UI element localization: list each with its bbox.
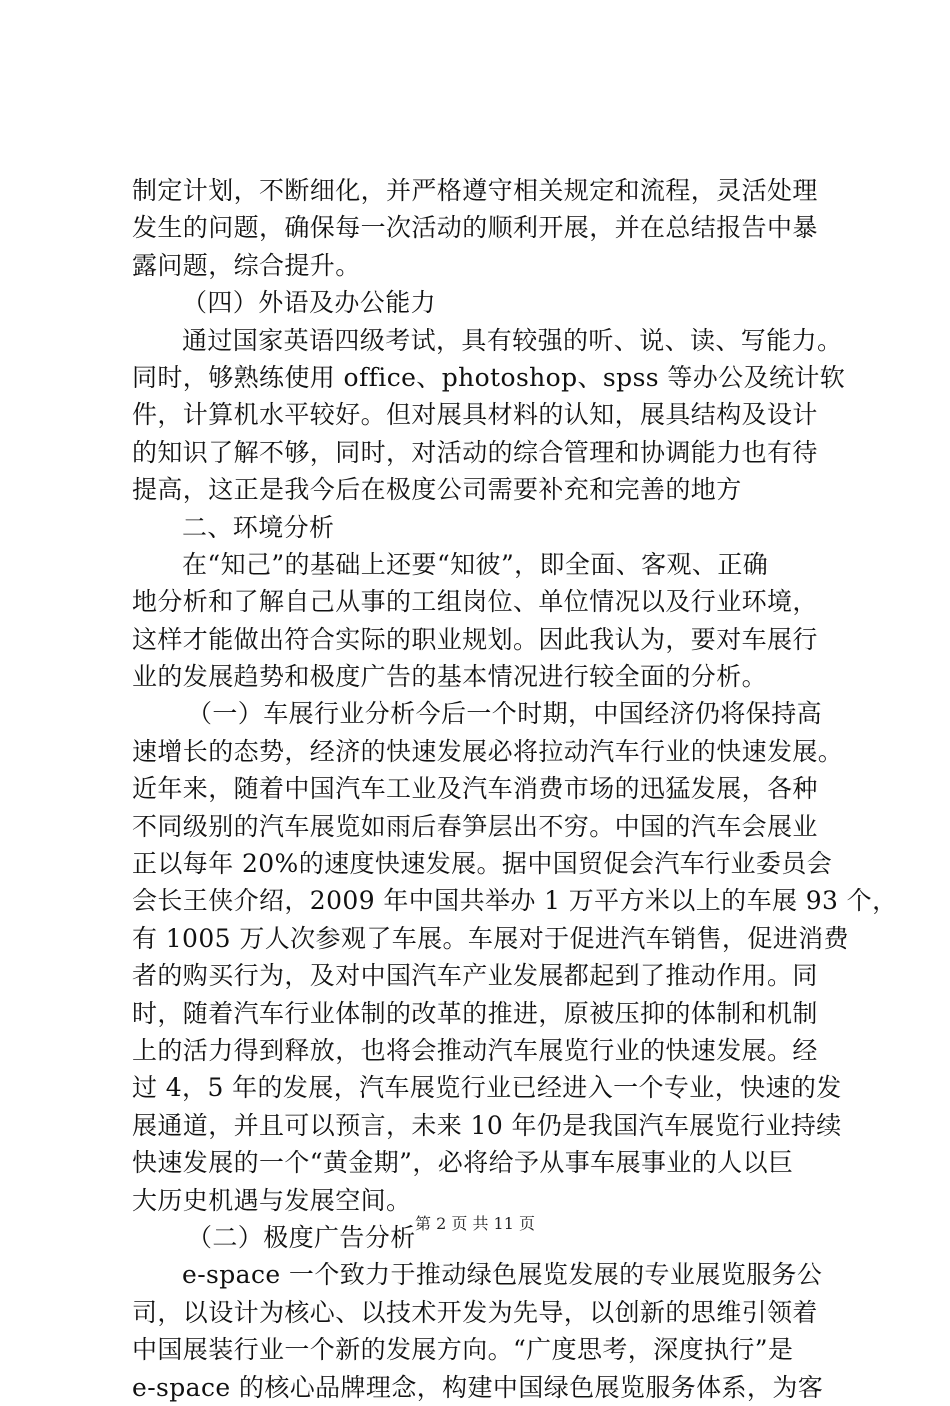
text-line: 发生的问题，确保每一次活动的顺利开展，并在总结报告中暴 bbox=[132, 213, 818, 243]
text-line: 速增长的态势，经济的快速发展必将拉动汽车行业的快速发展。 bbox=[132, 736, 844, 766]
text-line: e-space 一个致力于推动绿色展览发展的专业展览服务公 bbox=[182, 1260, 823, 1290]
text-line: 在“知己”的基础上还要“知彼”，即全面、客观、正确 bbox=[182, 549, 769, 579]
text-line: 快速发展的一个“黄金期”，必将给予从事车展事业的人以巨 bbox=[132, 1148, 794, 1178]
text-line: 业的发展趋势和极度广告的基本情况进行较全面的分析。 bbox=[132, 662, 768, 692]
text-line: 露问题，综合提升。 bbox=[132, 250, 361, 280]
text-line: 司，以设计为核心、以技术开发为先导，以创新的思维引领着 bbox=[132, 1297, 818, 1327]
text-line: 时，随着汽车行业体制的改革的推进，原被压抑的体制和机制 bbox=[132, 998, 818, 1028]
text-line: 正以每年 20%的速度快速发展。据中国贸促会汽车行业委员会 bbox=[132, 849, 833, 879]
page-number-footer: 第 2 页 共 11 页 bbox=[415, 1214, 535, 1233]
text-line: 有 1005 万人次参观了车展。车展对于促进汽车销售，促进消费 bbox=[132, 923, 849, 953]
text-line: 者的购买行为，及对中国汽车产业发展都起到了推动作用。同 bbox=[132, 961, 818, 991]
text-line: 制定计划，不断细化，并严格遵守相关规定和流程，灵活处理 bbox=[132, 176, 818, 205]
text-line: 通过国家英语四级考试，具有较强的听、说、读、写能力。 bbox=[182, 325, 843, 355]
text-line: 过 4，5 年的发展，汽车展览行业已经进入一个专业，快速的发 bbox=[132, 1073, 842, 1103]
text-line: 上的活力得到释放，也将会推动汽车展览行业的快速发展。经 bbox=[132, 1035, 818, 1065]
text-line: 的知识了解不够，同时，对活动的综合管理和协调能力也有待 bbox=[132, 437, 818, 467]
text-line: e-space 的核心品牌理念，构建中国绿色展览服务体系，为客 bbox=[132, 1372, 824, 1402]
section-heading: （四）外语及办公能力 bbox=[182, 288, 437, 318]
text-line: 这样才能做出符合实际的职业规划。因此我认为，要对车展行 bbox=[132, 624, 818, 654]
text-line: 件，计算机水平较好。但对展具材料的认知，展具结构及设计 bbox=[132, 400, 818, 430]
text-line: 近年来，随着中国汽车工业及汽车消费市场的迅猛发展，各种 bbox=[132, 774, 818, 804]
text-line: 同时，够熟练使用 office、photoshop、spss 等办公及统计软 bbox=[132, 362, 846, 392]
text-line: 地分析和了解自己从事的工组岗位、单位情况以及行业环境， bbox=[132, 587, 818, 617]
text-line: 提高，这正是我今后在极度公司需要补充和完善的地方 bbox=[132, 475, 742, 505]
text-line: 大历史机遇与发展空间。 bbox=[132, 1185, 412, 1215]
text-line: 中国展装行业一个新的发展方向。“广度思考，深度执行”是 bbox=[132, 1335, 794, 1365]
section-heading: 二、环境分析 bbox=[182, 512, 335, 542]
section-heading: （一）车展行业分析今后一个时期，中国经济仍将保持高 bbox=[187, 699, 823, 729]
text-line: 展通道，并且可以预言，未来 10 年仍是我国汽车展览行业持续 bbox=[132, 1110, 842, 1140]
section-heading: （二）极度广告分析 bbox=[187, 1222, 416, 1252]
text-line: 不同级别的汽车展览如雨后春笋层出不穷。中国的汽车会展业 bbox=[132, 811, 818, 841]
text-line: 会长王侠介绍，2009 年中国共举办 1 万平方米以上的车展 93 个， bbox=[132, 886, 898, 916]
